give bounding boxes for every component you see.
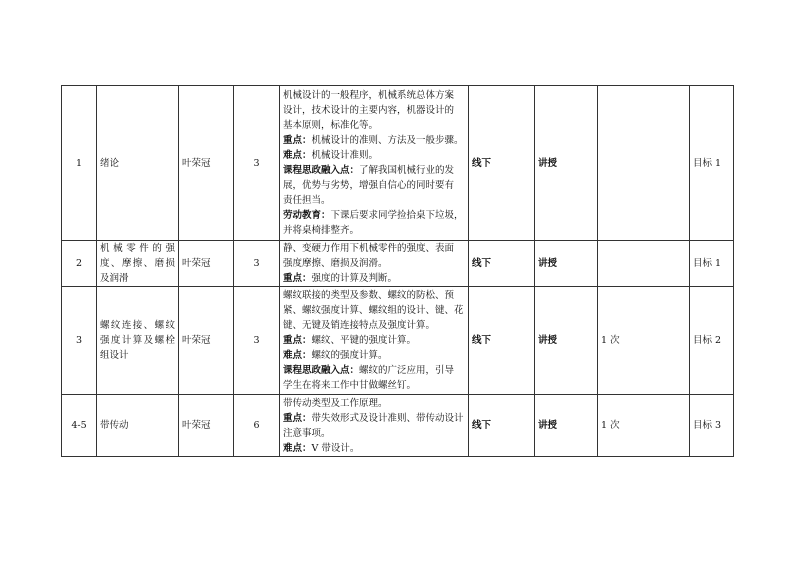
content-text: 螺纹联接的类型及参数、螺纹的防松、预	[283, 290, 455, 301]
table-row	[62, 86, 734, 241]
week-cell: 1	[62, 86, 97, 241]
content-text: 紧、螺纹强度计算、螺纹组的设计、键、花	[283, 305, 464, 316]
hours-cell: 6	[234, 395, 280, 457]
content-keyword: 课程思政融入点：	[283, 365, 360, 376]
content-text: 下课后要求同学捡拾桌下垃圾，	[330, 210, 464, 221]
method-cell: 讲授	[535, 395, 598, 457]
content-text: 强度摩擦、磨损及润滑。	[283, 258, 388, 269]
content-text: 展，优势与劣势，增强自信心的同时要有	[283, 180, 455, 191]
content-text: 责任担当。	[283, 195, 331, 206]
method-cell: 讲授	[535, 86, 598, 241]
method-cell: 讲授	[535, 241, 598, 287]
content-line	[283, 118, 465, 133]
content-line	[283, 303, 465, 318]
content-line	[283, 223, 465, 238]
topic-cell: 机械零件的强度、摩擦、磨损及润滑	[97, 241, 179, 287]
content-text: 机械设计准则。	[311, 150, 379, 161]
content-text: 带失效形式及设计准则、带传动设计	[311, 412, 464, 424]
content-line	[283, 193, 465, 208]
content-text: 螺纹的强度计算。	[311, 350, 388, 361]
topic-cell: 带传动	[97, 395, 179, 457]
content-line	[283, 396, 465, 411]
content-text: 了解我国机械行业的发	[359, 165, 455, 176]
content-text: V 带设计。	[311, 442, 360, 454]
content-line	[283, 363, 465, 378]
content-keyword: 重点：	[283, 273, 312, 284]
topic-cell: 螺纹连接、螺纹强度计算及螺栓组设计	[97, 287, 179, 395]
content-text: 机械设计的一般程序，机械系统总体方案	[283, 90, 455, 101]
goal-cell: 目标 2	[690, 287, 734, 395]
content-line	[283, 378, 465, 393]
mode-cell: 线下	[469, 395, 535, 457]
goal-cell: 目标 3	[690, 395, 734, 457]
hours-cell: 3	[234, 287, 280, 395]
teacher-cell: 叶荣冠	[179, 395, 234, 457]
content-keyword: 难点：	[283, 442, 312, 454]
content-cell	[280, 241, 469, 287]
table-row	[62, 395, 734, 457]
content-text: 键、无键及销连接特点及强度计算。	[283, 320, 436, 331]
teacher-cell: 叶荣冠	[179, 241, 234, 287]
content-keyword: 劳动教育：	[283, 210, 331, 221]
content-text: 强度的计算及判断。	[311, 273, 398, 284]
content-text: 螺纹、平键的强度计算。	[311, 335, 417, 346]
content-line	[283, 271, 465, 286]
content-line	[283, 441, 465, 456]
content-line	[283, 103, 465, 118]
content-line	[283, 411, 465, 426]
content-text: 静、变硬力作用下机械零件的强度、表面	[283, 243, 455, 254]
table-row	[62, 241, 734, 287]
content-text: 带传动类型及工作原理。	[283, 397, 388, 409]
content-keyword: 重点：	[283, 135, 312, 146]
content-keyword: 重点：	[283, 412, 312, 424]
homework-cell	[598, 86, 690, 241]
content-line	[283, 163, 465, 178]
content-text: 设计，技术设计的主要内容，机器设计的	[283, 105, 455, 116]
homework-cell	[598, 241, 690, 287]
content-keyword: 重点：	[283, 335, 312, 346]
homework-cell: 1 次	[598, 395, 690, 457]
content-line	[283, 178, 465, 193]
method-cell: 讲授	[535, 287, 598, 395]
content-cell	[280, 287, 469, 395]
content-text: 注意事项。	[283, 427, 331, 439]
week-cell: 2	[62, 241, 97, 287]
content-cell	[280, 395, 469, 457]
content-keyword: 课程思政融入点：	[283, 165, 360, 176]
content-text: 基本原则，标准化等。	[283, 120, 379, 131]
content-cell	[280, 86, 469, 241]
content-line	[283, 148, 465, 163]
content-keyword: 难点：	[283, 150, 312, 161]
mode-cell: 线下	[469, 86, 535, 241]
content-line	[283, 333, 465, 348]
week-cell: 3	[62, 287, 97, 395]
content-text: 机械设计的准则、方法及一般步骤。	[311, 135, 464, 146]
content-line	[283, 318, 465, 333]
topic-cell: 绪论	[97, 86, 179, 241]
content-text: 螺纹的广泛应用，引导	[359, 365, 455, 376]
hours-cell: 3	[234, 241, 280, 287]
content-line	[283, 241, 465, 256]
hours-cell: 3	[234, 86, 280, 241]
content-line	[283, 288, 465, 303]
content-line	[283, 208, 465, 223]
content-text: 并将桌椅排整齐。	[283, 225, 360, 236]
goal-cell: 目标 1	[690, 86, 734, 241]
week-cell: 4-5	[62, 395, 97, 457]
content-line	[283, 256, 465, 271]
content-line	[283, 133, 465, 148]
teacher-cell: 叶荣冠	[179, 86, 234, 241]
content-line	[283, 88, 465, 103]
content-line	[283, 348, 465, 363]
table-row	[62, 287, 734, 395]
teacher-cell: 叶荣冠	[179, 287, 234, 395]
content-keyword: 难点：	[283, 350, 312, 361]
mode-cell: 线下	[469, 241, 535, 287]
content-text: 学生在将来工作中甘做螺丝钉。	[283, 380, 417, 391]
course-schedule-table	[61, 85, 734, 457]
content-line	[283, 426, 465, 441]
goal-cell: 目标 1	[690, 241, 734, 287]
mode-cell: 线下	[469, 287, 535, 395]
homework-cell: 1 次	[598, 287, 690, 395]
